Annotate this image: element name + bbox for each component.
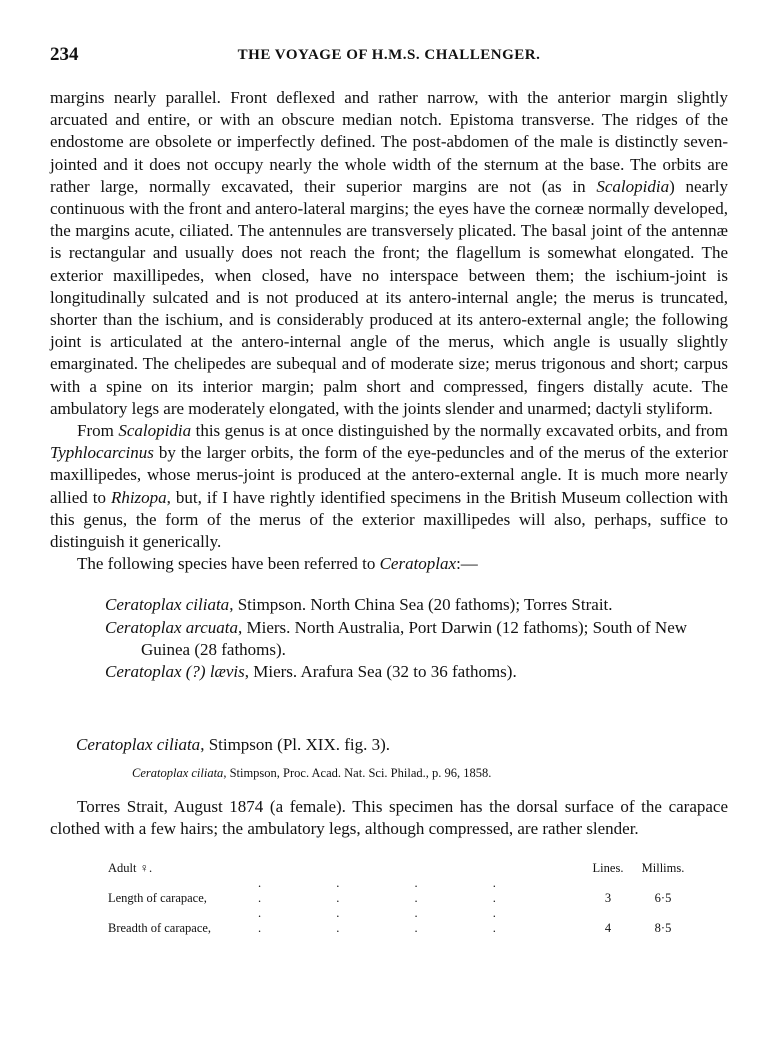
page-header: [50, 44, 728, 68]
col-header-millims: Millims.: [641, 860, 685, 875]
list-item: Ceratoplax (?) lævis, Miers. Arafura Sea (32 to 36 fathoms).: [105, 662, 517, 682]
genus-description-paragraph: margins nearly parallel. Front deflexed and rather narrow, with the anterior margin slightly arcuated and entire, or with an obscure median notch. Epistoma transverse. The ridges of the endostome are obsolete or imperfectly defined. The post-abdomen of the male is distinctly seven-jointed and it does not occupy nearly the whole width of the sternum at the base. The orbits are rather large, normally excavated, their superior margins are not (as in Scalopidia) nearly continuous with the front and antero-lateral margins; the eyes have the corneæ normally developed, the margins acute, ciliated. The antennules are transversely plicated. The basal joint of the antennæ is rectangular and usually does not reach the front; the flagellum is somewhat elongated. The exterior maxillipedes, when closed, have no interspace between them; the ischium-joint is longitudinally sulcated and is not produced at its antero-internal angle; the merus is truncated, shorter than the ischium, and is considerably produced at its antero-external angle; the following joint is articulated at the antero-internal angle of the merus, which angle is usually slightly emarginated. The chelipedes are subequal and of moderate size; merus trigonous and short; carpus with a spine on its interior margin; palm short and compressed, fingers distally acute. The ambulatory legs are moderately elongated, with the joints slender and unarmed; dactyli styliform.: [50, 88, 728, 418]
table-row: Breadth of carapace, . . . . . . . . 4 8·5: [108, 905, 672, 935]
citation: Ceratoplax ciliata, Stimpson, Proc. Acad. Nat. Sci. Philad., p. 96, 1858.: [132, 766, 492, 781]
measurements-table: [108, 858, 698, 936]
measurement-subject: Adult ♀.: [108, 860, 153, 875]
table-header-row: [108, 858, 698, 876]
table-row: Length of carapace, . . . . . . . . 3 6·5: [108, 875, 672, 905]
species-list: [105, 594, 728, 683]
page-number: 234: [50, 44, 79, 65]
page: [50, 44, 728, 936]
running-title: THE VOYAGE OF H.M.S. CHALLENGER.: [237, 47, 541, 63]
specimen-paragraph: Torres Strait, August 1874 (a female). This specimen has the dorsal surface of the carapace clothed with a few hairs; the ambulatory legs, although compressed, are rather slender.: [50, 797, 728, 839]
list-item: Ceratoplax ciliata, Stimpson. North China Sea (20 fathoms); Torres Strait.: [105, 595, 613, 615]
col-header-lines: Lines.: [592, 860, 624, 875]
comparison-paragraph: From Scalopidia this genus is at once distinguished by the normally excavated orbits, and from Typhlocarcinus by the larger orbits, the form of the eye-peduncles and of the merus of the exterior maxillipedes, whose merus-joint is produced at the antero-external angle. It is much more nearly allied to Rhizopa, but, if I have rightly identified specimens in the British Museum collection with this genus, the form of the merus of the exterior maxillipedes will also, perhaps, suffice to distinguish it generically.: [50, 421, 729, 552]
species-heading: Ceratoplax ciliata, Stimpson (Pl. XIX. fig. 3).: [76, 735, 391, 755]
species-intro-paragraph: The following species have been referred to Ceratoplax:—: [77, 554, 478, 574]
list-item: Ceratoplax arcuata, Miers. North Australia, Port Darwin (12 fathoms); South of New Guinea (28 fathoms).: [105, 617, 688, 659]
